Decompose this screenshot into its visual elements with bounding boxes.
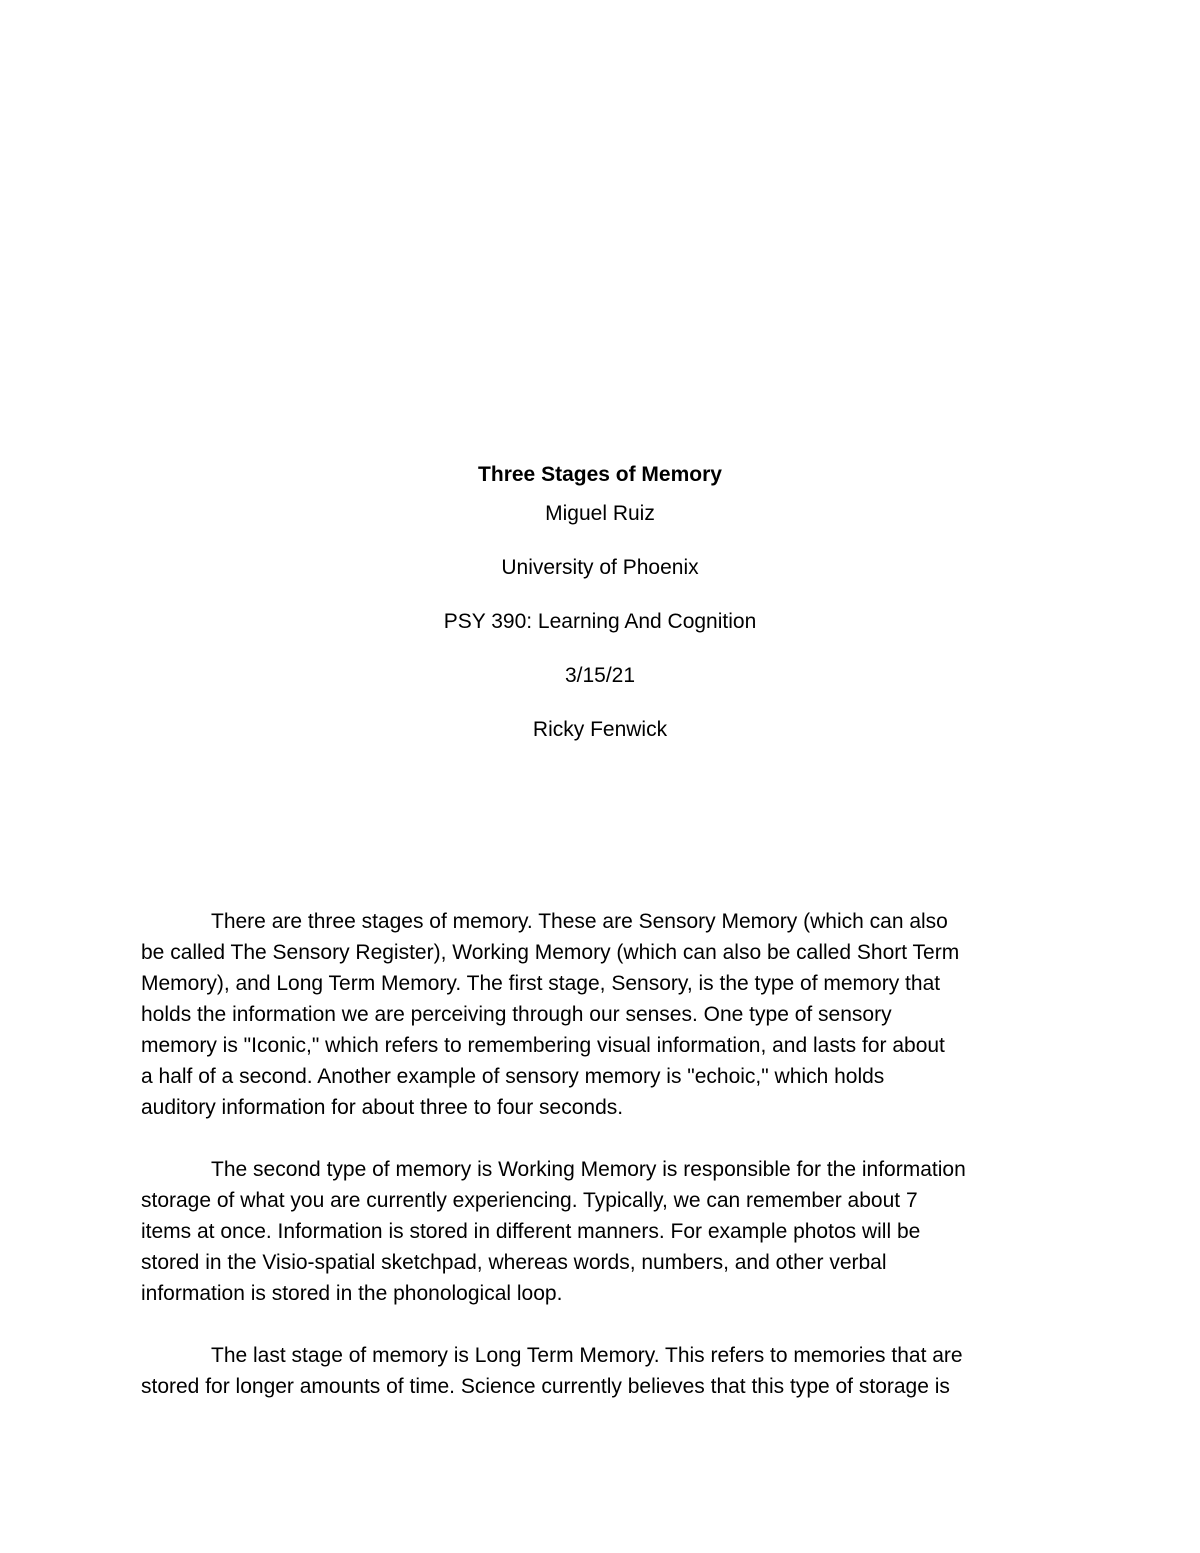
paragraph-2-line-3: items at once. Information is stored in different manners. For example photos will be (141, 1220, 921, 1243)
paragraph-1-line-4: holds the information we are perceiving through our senses. One type of sensory (141, 1003, 892, 1026)
title-page-block (0, 461, 1200, 743)
paragraph-spacer (141, 1123, 1071, 1154)
paragraph-line (141, 906, 1071, 937)
paragraph-line (141, 1154, 1071, 1185)
instructor-name: Ricky Fenwick (532, 718, 668, 741)
paragraph-2-line-2: storage of what you are currently experiencing. Typically, we can remember about 7 (141, 1189, 918, 1212)
paragraph-1-line-1: There are three stages of memory. These are Sensory Memory (which can also (211, 910, 948, 933)
paragraph-1-line-2: be called The Sensory Register), Working Memory (which can also be called Short Term (141, 941, 960, 964)
author-name: Miguel Ruiz (545, 502, 655, 525)
paragraph-1-line-3: Memory), and Long Term Memory. The first stage, Sensory, is the type of memory that (141, 972, 941, 995)
paragraph-1-line-7: auditory information for about three to four seconds. (141, 1096, 624, 1119)
course-name: PSY 390: Learning And Cognition (443, 610, 757, 633)
body-text (141, 906, 1071, 1402)
paragraph-2-line-5: information is stored in the phonological loop. (141, 1282, 563, 1305)
paragraph-line (141, 1340, 1071, 1371)
paragraph-2-line-1: The second type of memory is Working Memory is responsible for the information (211, 1158, 966, 1181)
institution-name: University of Phoenix (501, 556, 699, 579)
paragraph-spacer (141, 1309, 1071, 1340)
paragraph-3-line-2: stored for longer amounts of time. Science currently believes that this type of storage is (141, 1375, 950, 1398)
document-date: 3/15/21 (564, 664, 636, 687)
paragraph-1-line-6: a half of a second. Another example of sensory memory is "echoic," which holds (141, 1065, 885, 1088)
document-title: Three Stages of Memory (478, 463, 722, 486)
paragraph-3-line-1: The last stage of memory is Long Term Memory. This refers to memories that are (211, 1344, 963, 1367)
paragraph-1-line-5: memory is "Iconic," which refers to remembering visual information, and lasts for about (141, 1034, 945, 1057)
paragraph-2-line-4: stored in the Visio-spatial sketchpad, whereas words, numbers, and other verbal (141, 1251, 887, 1274)
